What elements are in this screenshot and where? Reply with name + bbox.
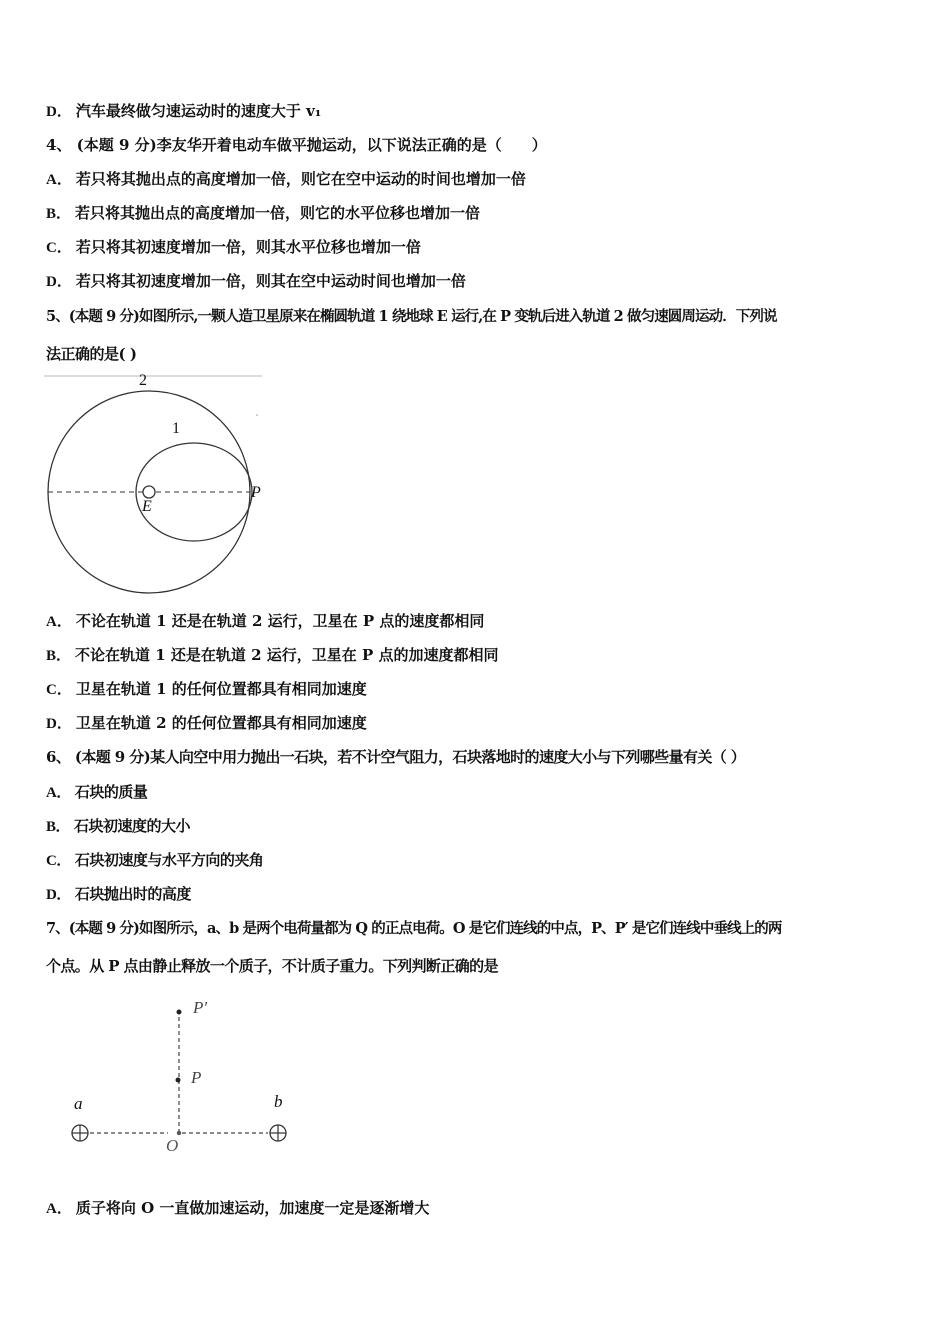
- q6-option-b: [46, 815, 190, 838]
- q5-option-b: [46, 644, 499, 667]
- q6-option-d: [46, 883, 191, 906]
- point-p-label: P: [251, 484, 261, 501]
- point-p-label: P: [191, 1068, 202, 1087]
- point-p-dot: [176, 1078, 181, 1083]
- option-text: 若只将其抛出点的高度增加一倍，则它的水平位移也增加一倍: [75, 204, 481, 222]
- option-letter: C．: [46, 853, 71, 869]
- option-letter: B．: [46, 648, 72, 664]
- option-text: 质子将向 O 一直做加速运动，加速度一定是逐渐增大: [75, 1199, 430, 1217]
- satellite-orbit-figure: [44, 374, 266, 596]
- stray-dot: [256, 414, 258, 416]
- option-text: 石块抛出时的高度: [74, 885, 191, 903]
- option-text: 不论在轨道 1 还是在轨道 2 运行，卫星在 P 点的加速度都相同: [75, 646, 499, 664]
- earth-icon: [143, 486, 155, 498]
- q4-stem: 4、 (本题 9 分)李友华开着电动车做平抛运动，以下说法正确的是（ ）: [46, 136, 547, 154]
- q6-option-c: [46, 849, 263, 872]
- q4-option-d: [46, 270, 466, 293]
- q5-stem-line2: 法正确的是( ): [46, 345, 137, 363]
- q4-option-b: [46, 202, 480, 225]
- orbit-2-label: 2: [139, 372, 147, 389]
- point-charges-figure: [66, 994, 306, 1159]
- q4-option-c: [46, 236, 421, 259]
- q7-stem-line2: 个点。从 P 点由静止释放一个质子，不计质子重力。下列判断正确的是: [46, 957, 498, 975]
- option-text: 不论在轨道 1 还是在轨道 2 运行，卫星在 P 点的速度都相同: [75, 612, 485, 630]
- option-letter: C．: [46, 240, 72, 256]
- q5-stem-line1: 5、(本题 9 分)如图所示,一颗人造卫星原来在椭圆轨道 1 绕地球 E 运行,在 P 变轨后进入轨道 2 做匀速圆周运动．下列说: [46, 308, 777, 325]
- option-letter: D．: [46, 274, 72, 290]
- option-letter: D．: [46, 104, 72, 120]
- q6-option-a: [46, 781, 147, 804]
- option-letter: D．: [46, 716, 72, 732]
- point-p-prime-dot: [177, 1010, 182, 1015]
- option-text: 若只将其抛出点的高度增加一倍，则它在空中运动的时间也增加一倍: [75, 170, 526, 188]
- option-text: 卫星在轨道 2 的任何位置都具有相同加速度: [75, 714, 367, 732]
- option-text: 若只将其初速度增加一倍，则其水平位移也增加一倍: [75, 238, 421, 256]
- charges-diagram: [66, 994, 306, 1159]
- q5-option-a: [46, 610, 484, 633]
- option-letter: C．: [46, 682, 72, 698]
- charge-a-label: a: [74, 1094, 83, 1113]
- option-letter: D．: [46, 887, 71, 903]
- option-text: 石块初速度的大小: [74, 817, 191, 835]
- option-text: 石块初速度与水平方向的夹角: [74, 851, 264, 869]
- point-o-dot: [177, 1131, 181, 1135]
- option-text: 若只将其初速度增加一倍，则其在空中运动时间也增加一倍: [75, 272, 466, 290]
- orbit-diagram: [44, 374, 266, 596]
- option-letter: A．: [46, 1201, 72, 1217]
- q7-option-a: [46, 1197, 429, 1220]
- option-text: 卫星在轨道 1 的任何位置都具有相同加速度: [75, 680, 367, 698]
- option-letter: A．: [46, 172, 72, 188]
- q6-stem: 6、 (本题 9 分)某人向空中用力抛出一石块，若不计空气阻力，石块落地时的速度大小与下列哪些量有关（ ）: [46, 748, 746, 766]
- q5-option-d: [46, 712, 367, 735]
- q4-option-a: [46, 168, 526, 191]
- point-o-label: O: [166, 1136, 179, 1155]
- option-text: 汽车最终做匀速运动时的速度大于 v₁: [75, 102, 322, 120]
- q5-option-c: [46, 678, 367, 701]
- option-letter: A．: [46, 614, 72, 630]
- orbit-1-label: 1: [172, 420, 180, 437]
- earth-label: E: [142, 498, 152, 515]
- point-p-prime-label: P′: [193, 998, 208, 1017]
- option-letter: A．: [46, 785, 71, 801]
- option-letter: B．: [46, 206, 72, 222]
- option-letter: B．: [46, 819, 71, 835]
- option-text: 石块的质量: [74, 783, 148, 801]
- prev-question-option-d: [46, 100, 321, 123]
- charge-b-label: b: [274, 1092, 283, 1111]
- q7-stem-line1: 7、(本题 9 分)如图所示，a、b 是两个电荷量都为 Q 的正点电荷。O 是它们连线的中点，P、P′ 是它们连线中垂线上的两: [46, 920, 782, 937]
